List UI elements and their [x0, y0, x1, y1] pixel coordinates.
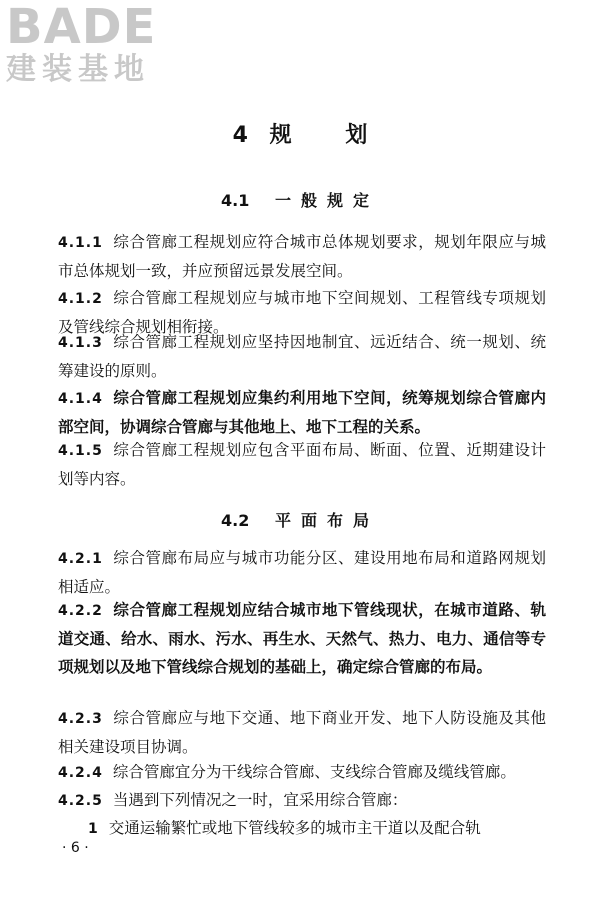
clause-number: 4.2.2 — [58, 603, 103, 619]
clause-text: 综合管廊布局应与城市功能分区、建设用地布局和道路网规划相适应。 — [58, 549, 546, 596]
clause-text: 综合管廊工程规划应包含平面布局、断面、位置、近期建设计划等内容。 — [58, 441, 546, 488]
section-title: 平面布局 — [274, 511, 379, 530]
clause — [58, 786, 546, 815]
section-heading — [0, 508, 600, 531]
clause — [58, 704, 546, 761]
logo-brand: BADE — [6, 0, 157, 55]
clause-text: 综合管廊工程规划应结合城市地下管线现状，在城市道路、轨道交通、给水、雨水、污水、再生水、天然气、热力、电力、通信等专项规划以及地下管线综合规划的基础上，确定综合管廊的布局。 — [58, 600, 546, 676]
chapter-title — [0, 118, 600, 149]
clause-number: 4.1.5 — [58, 443, 103, 459]
clause-text: 综合管廊工程规划应坚持因地制宜、远近结合、统一规划、统筹建设的原则。 — [58, 333, 546, 380]
clause-text: 综合管廊工程规划应符合城市总体规划要求，规划年限应与城市总体规划一致，并应预留远景发展空间。 — [58, 233, 546, 280]
logo-subtitle: 建装基地 — [6, 52, 150, 87]
section-number: 4.1 — [221, 191, 250, 210]
chapter-title-part2: 划 — [345, 123, 368, 148]
page-number: · 6 · — [62, 840, 89, 856]
clause-text: 综合管廊工程规划应集约利用地下空间，统筹规划综合管廊内部空间，协调综合管廊与其他地上、地下工程的关系。 — [58, 388, 546, 436]
clause-number: 4.1.4 — [58, 391, 103, 407]
clause-number: 4.2.3 — [58, 711, 103, 727]
clause — [58, 228, 546, 285]
clause-number: 4.2.4 — [58, 765, 103, 781]
clause — [58, 596, 546, 681]
list-item — [58, 814, 546, 843]
clause-text: 当遇到下列情况之一时，宜采用综合管廊： — [112, 791, 408, 809]
chapter-number: 4 — [232, 123, 248, 148]
item-text: 交通运输繁忙或地下管线较多的城市主干道以及配合轨 — [108, 819, 481, 837]
clause — [58, 758, 546, 787]
clause-text: 综合管廊工程规划应与城市地下空间规划、工程管线专项规划及管线综合规划相衔接。 — [58, 289, 546, 336]
clause-text: 综合管廊宜分为干线综合管廊、支线综合管廊及缆线管廊。 — [112, 763, 516, 781]
chapter-title-part1: 规 — [269, 123, 292, 148]
clause-number: 4.2.5 — [58, 793, 103, 809]
item-number: 1 — [88, 821, 99, 837]
section-number: 4.2 — [221, 511, 250, 530]
bade-logo — [6, 2, 176, 94]
section-heading — [0, 188, 600, 211]
section-title: 一般规定 — [274, 191, 379, 210]
clause-number: 4.1.3 — [58, 335, 103, 351]
clause — [58, 384, 546, 441]
clause — [58, 328, 546, 385]
clause-number: 4.2.1 — [58, 551, 103, 567]
clause-number: 4.1.1 — [58, 235, 103, 251]
clause-text: 综合管廊应与地下交通、地下商业开发、地下人防设施及其他相关建设项目协调。 — [58, 709, 546, 756]
clause — [58, 436, 546, 493]
clause — [58, 544, 546, 601]
clause-number: 4.1.2 — [58, 291, 103, 307]
